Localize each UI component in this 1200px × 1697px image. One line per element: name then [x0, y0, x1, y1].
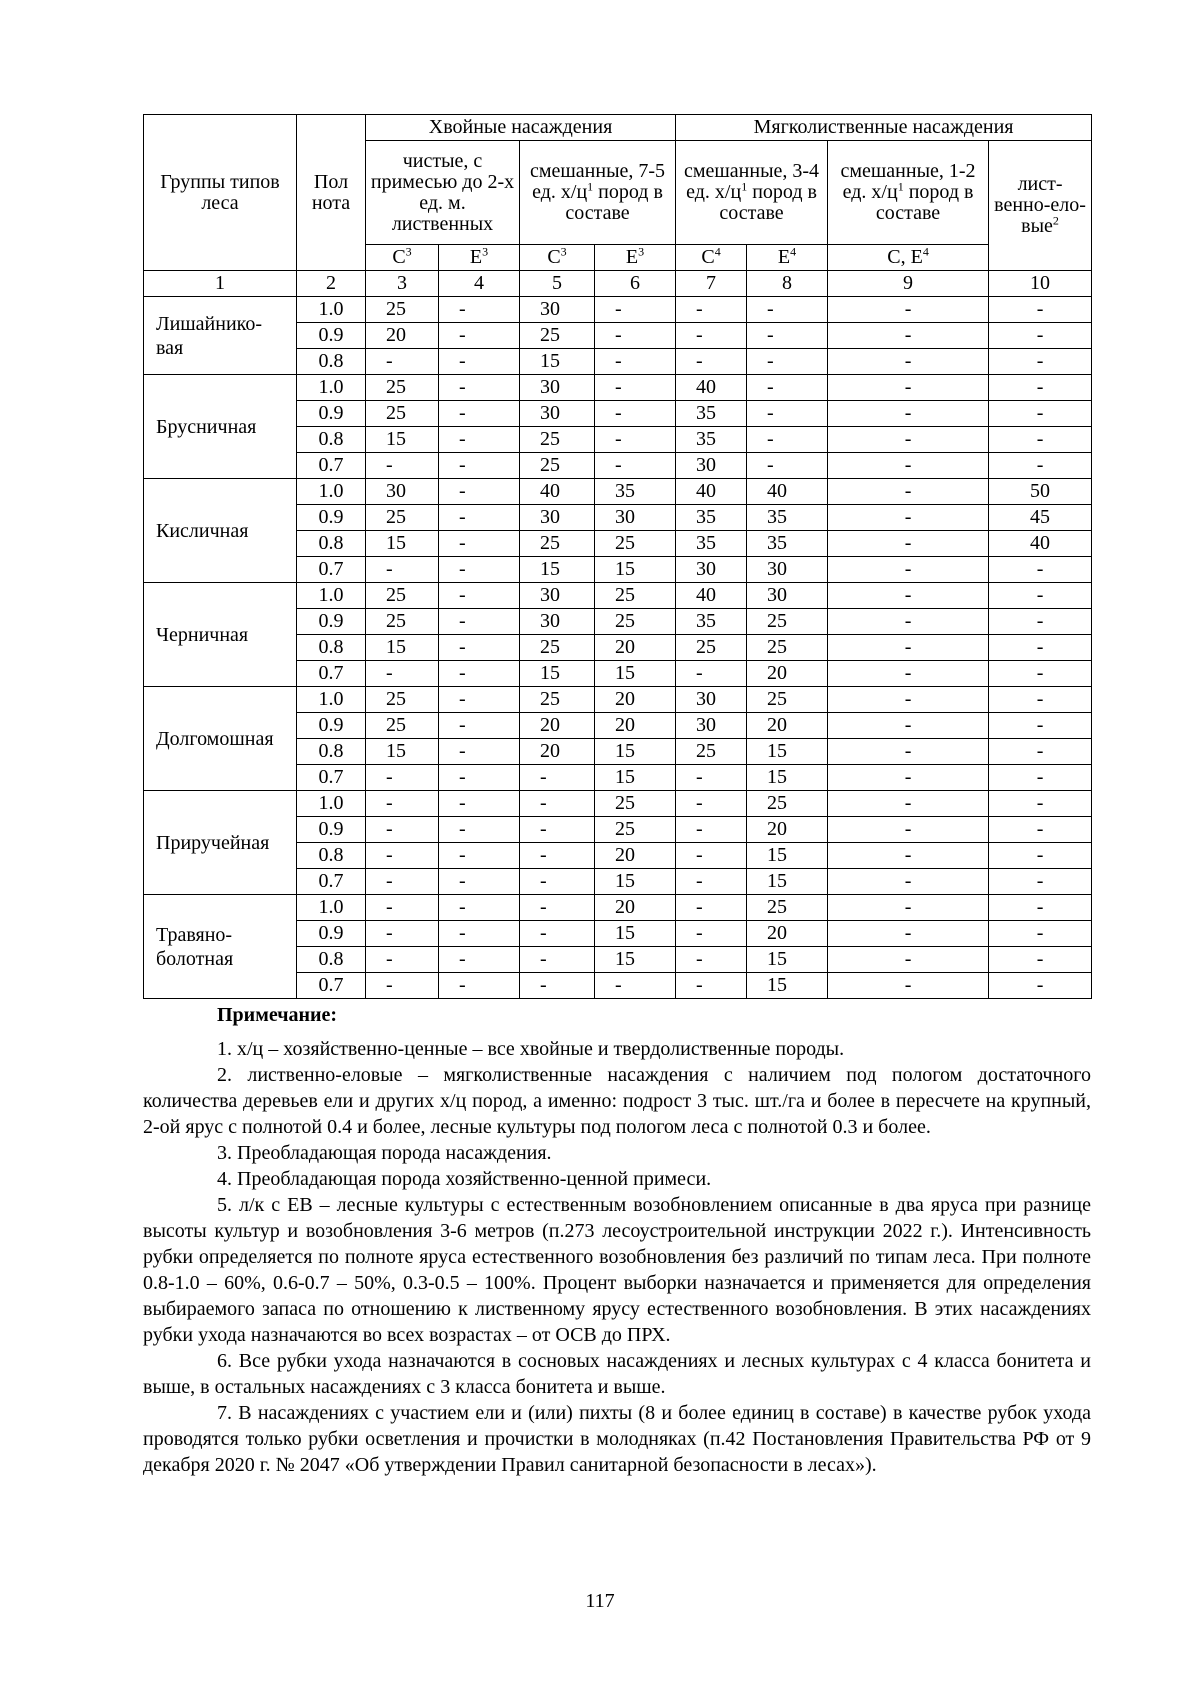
density-cell: 0.9: [297, 713, 366, 739]
intensity-cell: -: [595, 349, 676, 375]
intensity-cell: -: [989, 843, 1092, 869]
intensity-cell: 20: [747, 713, 828, 739]
intensity-cell: -: [989, 453, 1092, 479]
intensity-cell: -: [676, 349, 747, 375]
intensity-cell: -: [989, 375, 1092, 401]
subheader-species: $С^3$: [520, 245, 595, 271]
intensity-cell: 25: [747, 635, 828, 661]
intensity-cell: -: [747, 453, 828, 479]
intensity-cell: -: [366, 973, 439, 999]
density-cell: 0.7: [297, 869, 366, 895]
intensity-cell: -: [828, 375, 989, 401]
intensity-cell: -: [595, 375, 676, 401]
intensity-cell: 15: [520, 557, 595, 583]
intensity-cell: 25: [366, 375, 439, 401]
intensity-cell: 25: [520, 453, 595, 479]
intensity-cell: -: [439, 921, 520, 947]
intensity-cell: 30: [676, 687, 747, 713]
density-cell: 1.0: [297, 583, 366, 609]
intensity-cell: 15: [366, 427, 439, 453]
intensity-cell: -: [828, 505, 989, 531]
intensity-cell: -: [828, 583, 989, 609]
density-cell: 0.9: [297, 921, 366, 947]
intensity-cell: 20: [747, 817, 828, 843]
intensity-cell: 15: [595, 869, 676, 895]
header-pure-stands: чистые, с примесью до 2-х ед. м. лиственных: [366, 141, 520, 245]
intensity-cell: -: [828, 791, 989, 817]
intensity-cell: -: [989, 947, 1092, 973]
page-number: 117: [585, 1590, 615, 1612]
intensity-cell: -: [366, 869, 439, 895]
intensity-cell: -: [439, 817, 520, 843]
intensity-cell: 25: [366, 687, 439, 713]
intensity-cell: -: [828, 297, 989, 323]
forest-type-group: Долгомошная: [144, 687, 297, 791]
density-cell: 0.7: [297, 661, 366, 687]
intensity-cell: 15: [595, 557, 676, 583]
intensity-cell: -: [439, 765, 520, 791]
intensity-cell: -: [676, 791, 747, 817]
forest-type-group: Черничная: [144, 583, 297, 687]
intensity-cell: 40: [520, 479, 595, 505]
intensity-cell: 25: [747, 687, 828, 713]
intensity-cell: -: [989, 765, 1092, 791]
intensity-cell: 30: [520, 375, 595, 401]
intensity-cell: -: [676, 947, 747, 973]
density-cell: 0.8: [297, 349, 366, 375]
intensity-cell: -: [439, 687, 520, 713]
intensity-cell: 25: [595, 817, 676, 843]
density-cell: 1.0: [297, 479, 366, 505]
intensity-cell: -: [520, 973, 595, 999]
intensity-cell: 15: [595, 921, 676, 947]
intensity-cell: -: [989, 635, 1092, 661]
intensity-cell: 30: [366, 479, 439, 505]
intensity-cell: -: [747, 401, 828, 427]
note-item: 6. Все рубки ухода назначаются в сосновых насаждениях и лесных культурах с 4 класса бонитета и выше, в остальных насаждениях с 3 класса бонитета и выше.: [143, 1350, 1091, 1398]
intensity-cell: -: [828, 817, 989, 843]
intensity-cell: 15: [520, 661, 595, 687]
intensity-cell: 20: [595, 635, 676, 661]
table-row: [144, 375, 1092, 401]
intensity-cell: -: [439, 323, 520, 349]
notes-section: [143, 1002, 1091, 1478]
intensity-cell: -: [439, 869, 520, 895]
table-row: [144, 297, 1092, 323]
intensity-cell: -: [989, 973, 1092, 999]
intensity-cell: 15: [747, 869, 828, 895]
intensity-cell: 25: [520, 531, 595, 557]
column-number: 2: [297, 271, 366, 297]
density-cell: 0.9: [297, 505, 366, 531]
density-cell: 0.8: [297, 427, 366, 453]
density-cell: 0.9: [297, 609, 366, 635]
intensity-cell: 15: [366, 635, 439, 661]
intensity-cell: -: [989, 661, 1092, 687]
intensity-cell: -: [595, 297, 676, 323]
header-mixed-1-2: смешанные, 1-2 ед. $х/ц^1$ пород в составе: [828, 141, 989, 245]
intensity-cell: 40: [989, 531, 1092, 557]
intensity-cell: -: [366, 349, 439, 375]
intensity-cell: -: [989, 895, 1092, 921]
density-cell: 1.0: [297, 297, 366, 323]
intensity-cell: -: [439, 791, 520, 817]
intensity-cell: -: [439, 349, 520, 375]
intensity-cell: -: [676, 843, 747, 869]
density-cell: 0.7: [297, 765, 366, 791]
note-item: 4. Преобладающая порода хозяйственно-ценной примеси.: [217, 1168, 712, 1190]
intensity-cell: -: [595, 973, 676, 999]
note-item: 7. В насаждениях с участием ели и (или) пихты (8 и более единиц в составе) в качестве рубок ухода проводятся только рубки осветления и прочистки в молодняках (п.42 Постановления Правительства РФ от 9 декабря 2020 г. № 2047 «Об утверждении Правил санитарной безопасности в лесах»).: [143, 1402, 1091, 1476]
intensity-cell: -: [828, 973, 989, 999]
intensity-cell: -: [828, 557, 989, 583]
intensity-cell: 45: [989, 505, 1092, 531]
intensity-cell: 15: [747, 973, 828, 999]
subheader-species: $С^3$: [366, 245, 439, 271]
density-cell: 0.9: [297, 817, 366, 843]
intensity-cell: 25: [595, 609, 676, 635]
intensity-cell: -: [676, 973, 747, 999]
intensity-cell: 20: [520, 739, 595, 765]
intensity-cell: 15: [747, 765, 828, 791]
intensity-cell: -: [676, 323, 747, 349]
intensity-cell: -: [595, 453, 676, 479]
header-mixed-7-5: смешанные, 7-5 ед. $х/ц^1$ пород в составе: [520, 141, 676, 245]
density-cell: 0.7: [297, 453, 366, 479]
density-cell: 1.0: [297, 895, 366, 921]
table-row: [144, 583, 1092, 609]
intensity-cell: -: [439, 895, 520, 921]
intensity-cell: -: [439, 973, 520, 999]
intensity-cell: -: [595, 323, 676, 349]
intensity-cell: -: [676, 817, 747, 843]
density-cell: 0.9: [297, 401, 366, 427]
column-number: 8: [747, 271, 828, 297]
intensity-cell: 40: [676, 479, 747, 505]
intensity-cell: 25: [366, 505, 439, 531]
intensity-cell: -: [989, 557, 1092, 583]
intensity-cell: 35: [747, 531, 828, 557]
column-number: 6: [595, 271, 676, 297]
intensity-cell: -: [828, 713, 989, 739]
intensity-cell: -: [520, 817, 595, 843]
table-row: [144, 791, 1092, 817]
intensity-cell: -: [520, 791, 595, 817]
intensity-cell: 35: [676, 531, 747, 557]
density-cell: 1.0: [297, 375, 366, 401]
density-cell: 0.8: [297, 843, 366, 869]
intensity-cell: -: [989, 609, 1092, 635]
column-number: 9: [828, 271, 989, 297]
intensity-cell: -: [520, 843, 595, 869]
intensity-cell: -: [989, 869, 1092, 895]
intensity-cell: -: [828, 401, 989, 427]
intensity-cell: -: [366, 947, 439, 973]
intensity-cell: -: [828, 427, 989, 453]
intensity-cell: -: [747, 323, 828, 349]
header-group-types: Группы типов леса: [144, 115, 297, 271]
intensity-cell: -: [439, 375, 520, 401]
intensity-cell: -: [439, 531, 520, 557]
intensity-cell: 30: [676, 713, 747, 739]
intensity-cell: -: [747, 427, 828, 453]
intensity-cell: -: [828, 349, 989, 375]
intensity-cell: -: [520, 895, 595, 921]
subheader-species: $Е^4$: [747, 245, 828, 271]
intensity-cell: -: [439, 739, 520, 765]
density-cell: 0.9: [297, 323, 366, 349]
intensity-cell: 35: [595, 479, 676, 505]
header-density: Пол нота: [297, 115, 366, 271]
intensity-cell: -: [366, 895, 439, 921]
density-cell: 0.8: [297, 947, 366, 973]
subheader-species: $Е^3$: [595, 245, 676, 271]
intensity-cell: 25: [520, 635, 595, 661]
intensity-cell: -: [828, 739, 989, 765]
intensity-cell: 25: [676, 635, 747, 661]
intensity-cell: -: [439, 557, 520, 583]
intensity-cell: 25: [366, 583, 439, 609]
intensity-cell: -: [366, 817, 439, 843]
intensity-cell: 25: [366, 609, 439, 635]
intensity-cell: -: [828, 869, 989, 895]
intensity-cell: -: [828, 921, 989, 947]
table-body: [144, 297, 1092, 999]
intensity-cell: 30: [676, 453, 747, 479]
intensity-cell: -: [366, 791, 439, 817]
density-cell: 1.0: [297, 687, 366, 713]
intensity-cell: 50: [989, 479, 1092, 505]
intensity-cell: 30: [520, 401, 595, 427]
intensity-cell: -: [366, 921, 439, 947]
intensity-cell: 35: [747, 505, 828, 531]
intensity-cell: -: [989, 791, 1092, 817]
forest-type-group: Приручейная: [144, 791, 297, 895]
intensity-cell: 30: [520, 609, 595, 635]
intensity-cell: 20: [520, 713, 595, 739]
density-cell: 0.8: [297, 739, 366, 765]
intensity-cell: -: [520, 765, 595, 791]
intensity-cell: -: [989, 401, 1092, 427]
column-number: 7: [676, 271, 747, 297]
intensity-cell: 15: [747, 739, 828, 765]
intensity-cell: -: [747, 349, 828, 375]
intensity-cell: 15: [366, 739, 439, 765]
intensity-cell: -: [989, 297, 1092, 323]
intensity-cell: -: [828, 531, 989, 557]
intensity-cell: -: [676, 895, 747, 921]
intensity-cell: -: [828, 609, 989, 635]
intensity-cell: 25: [676, 739, 747, 765]
intensity-cell: -: [989, 739, 1092, 765]
intensity-cell: -: [989, 921, 1092, 947]
intensity-cell: 30: [747, 583, 828, 609]
intensity-cell: -: [676, 869, 747, 895]
intensity-cell: -: [989, 817, 1092, 843]
table-row: [144, 895, 1092, 921]
density-cell: 1.0: [297, 791, 366, 817]
intensity-cell: -: [439, 505, 520, 531]
note-item: 1. х/ц – хозяйственно-ценные – все хвойные и твердолиственные породы.: [217, 1038, 845, 1060]
column-number: 10: [989, 271, 1092, 297]
intensity-cell: -: [439, 297, 520, 323]
intensity-cell: 15: [366, 531, 439, 557]
note-item: 3. Преобладающая порода насаждения.: [217, 1142, 552, 1164]
header-softwood: Мягколиственные насаждения: [676, 115, 1092, 141]
table-row: [144, 479, 1092, 505]
intensity-cell: 20: [747, 661, 828, 687]
intensity-cell: 20: [595, 687, 676, 713]
density-cell: 0.7: [297, 557, 366, 583]
intensity-cell: -: [520, 921, 595, 947]
header-deciduous-spruce: лист-венно-ело-вые$^2$: [989, 141, 1092, 271]
subheader-species: С, $Е^4$: [828, 245, 989, 271]
intensity-cell: -: [366, 765, 439, 791]
header-coniferous: Хвойные насаждения: [366, 115, 676, 141]
intensity-cell: -: [989, 687, 1092, 713]
intensity-cell: -: [828, 843, 989, 869]
document-page: [143, 114, 1091, 1478]
intensity-cell: 25: [747, 791, 828, 817]
intensity-cell: 20: [595, 895, 676, 921]
intensity-cell: 15: [595, 765, 676, 791]
intensity-cell: 15: [747, 843, 828, 869]
intensity-cell: 25: [366, 401, 439, 427]
intensity-cell: 30: [520, 297, 595, 323]
intensity-cell: -: [676, 297, 747, 323]
intensity-cell: -: [439, 583, 520, 609]
forest-type-group: Кисличная: [144, 479, 297, 583]
intensity-cell: -: [989, 323, 1092, 349]
intensity-cell: 25: [520, 687, 595, 713]
notes-title: Примечание:: [217, 1004, 338, 1026]
intensity-cell: -: [828, 661, 989, 687]
intensity-cell: 15: [595, 947, 676, 973]
intensity-cell: 15: [747, 947, 828, 973]
intensity-cell: 20: [747, 921, 828, 947]
table-header: [144, 115, 1092, 297]
intensity-cell: -: [676, 661, 747, 687]
intensity-cell: -: [989, 349, 1092, 375]
intensity-cell: -: [747, 297, 828, 323]
table-row: [144, 687, 1092, 713]
intensity-cell: 20: [366, 323, 439, 349]
subheader-species: $С^4$: [676, 245, 747, 271]
forest-type-group: Брусничная: [144, 375, 297, 479]
intensity-cell: -: [828, 323, 989, 349]
intensity-cell: -: [439, 713, 520, 739]
intensity-cell: -: [989, 427, 1092, 453]
intensity-cell: -: [520, 947, 595, 973]
intensity-cell: -: [828, 479, 989, 505]
intensity-cell: 25: [747, 609, 828, 635]
intensity-cell: -: [676, 921, 747, 947]
intensity-cell: -: [439, 635, 520, 661]
intensity-cell: 25: [366, 297, 439, 323]
intensity-cell: 30: [676, 557, 747, 583]
intensity-cell: -: [366, 661, 439, 687]
intensity-cell: 40: [676, 375, 747, 401]
intensity-cell: 35: [676, 427, 747, 453]
intensity-cell: -: [747, 375, 828, 401]
intensity-cell: -: [828, 947, 989, 973]
intensity-cell: 30: [595, 505, 676, 531]
intensity-cell: -: [439, 479, 520, 505]
intensity-cell: 25: [595, 791, 676, 817]
intensity-cell: -: [439, 609, 520, 635]
intensity-cell: -: [366, 843, 439, 869]
intensity-cell: -: [439, 947, 520, 973]
note-item: 5. л/к с ЕВ – лесные культуры с естественным возобновлением описанные в два яруса при разнице высоты культур и возобновления 3-6 метров (п.273 лесоустроительной инструкции 2022 г.). Интенсивность рубки определяется по полноте яруса естественного возобновления без различий по типам леса. При полноте 0.8-1.0 – 60%, 0.6-0.7 – 50%, 0.3-0.5 – 100%. Процент выборки назначается и применяется для определения выбираемого запаса по отношению к лиственному ярусу естественного возобновления. В этих насаждениях рубки ухода назначаются во всех возрастах – от ОСВ до ПРХ.: [143, 1194, 1091, 1346]
intensity-cell: -: [439, 401, 520, 427]
intensity-cell: -: [595, 427, 676, 453]
intensity-cell: -: [828, 895, 989, 921]
header-mixed-3-4: смешанные, 3-4 ед. $х/ц^1$ пород в составе: [676, 141, 828, 245]
intensity-cell: -: [828, 635, 989, 661]
intensity-cell: 25: [520, 427, 595, 453]
intensity-cell: 15: [595, 739, 676, 765]
intensity-cell: -: [595, 401, 676, 427]
intensity-cell: -: [828, 765, 989, 791]
intensity-cell: -: [439, 427, 520, 453]
intensity-cell: 40: [747, 479, 828, 505]
intensity-cell: 25: [595, 583, 676, 609]
intensity-cell: -: [989, 583, 1092, 609]
note-item: 2. лиственно-еловые – мягколиственные насаждения с наличием под пологом достаточного количества деревьев ели и других х/ц пород, а именно: подрост 3 тыс. шт./га и более в пересчете на крупный, 2-ой ярус с полнотой 0.4 и более, лесные культуры под пологом леса с полнотой 0.3 и более.: [143, 1064, 1091, 1138]
intensity-cell: 15: [595, 661, 676, 687]
intensity-cell: 35: [676, 609, 747, 635]
intensity-cell: 25: [595, 531, 676, 557]
intensity-cell: -: [828, 687, 989, 713]
intensity-cell: 30: [520, 583, 595, 609]
intensity-cell: -: [366, 557, 439, 583]
forest-type-group: Лишайнико- вая: [144, 297, 297, 375]
intensity-cell: -: [520, 869, 595, 895]
intensity-cell: 20: [595, 713, 676, 739]
intensity-cell: -: [439, 453, 520, 479]
subheader-species: $Е^3$: [439, 245, 520, 271]
intensity-cell: 25: [520, 323, 595, 349]
column-number: 1: [144, 271, 297, 297]
column-number: 3: [366, 271, 439, 297]
intensity-cell: 25: [747, 895, 828, 921]
intensity-cell: 20: [595, 843, 676, 869]
intensity-cell: 35: [676, 401, 747, 427]
density-cell: 0.8: [297, 531, 366, 557]
intensity-cell: -: [676, 765, 747, 791]
intensity-cell: 30: [747, 557, 828, 583]
column-number: 4: [439, 271, 520, 297]
intensity-cell: 30: [520, 505, 595, 531]
forest-type-group: Травяно- болотная: [144, 895, 297, 999]
thinning-intensity-table: [143, 114, 1092, 999]
density-cell: 0.8: [297, 635, 366, 661]
intensity-cell: 25: [366, 713, 439, 739]
intensity-cell: 15: [520, 349, 595, 375]
column-number: 5: [520, 271, 595, 297]
intensity-cell: -: [439, 843, 520, 869]
intensity-cell: 40: [676, 583, 747, 609]
intensity-cell: -: [828, 453, 989, 479]
intensity-cell: -: [366, 453, 439, 479]
intensity-cell: -: [439, 661, 520, 687]
density-cell: 0.7: [297, 973, 366, 999]
intensity-cell: -: [989, 713, 1092, 739]
intensity-cell: 35: [676, 505, 747, 531]
